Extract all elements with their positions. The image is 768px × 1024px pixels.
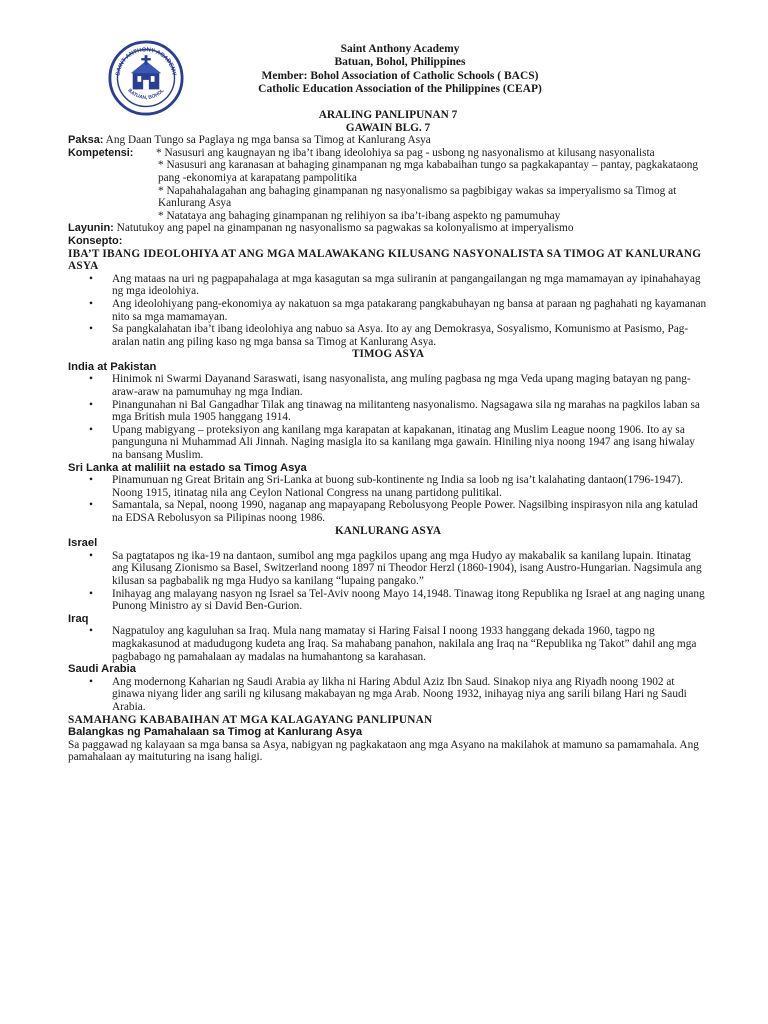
school-seal-logo — [108, 40, 184, 116]
svg-text:BATUAN, BOHOL: BATUAN, BOHOL — [126, 88, 166, 101]
kanlurang-asya-title: KANLURANG ASYA — [335, 524, 441, 537]
layunin-label: Layunin: — [68, 222, 114, 235]
srilanka-bullet-list — [68, 474, 708, 524]
list-item: • Nagpatuloy ang kaguluhan sa Iraq. Mula nang mamatay si Haring Faisal I noong 1933 hanggang dekada 1960, tagpo ng magkakasunod at madudugong kudeta ang Iraq. Sa mahabang panahon, nakilala ang Iraq na “Republika ng Takot” dahil ang mga pagbabago ng pamahalaan ay madalas na humahantong sa karahasan. — [68, 625, 708, 663]
layunin-value: Natutukoy ang papel na ginampanan ng nasyonalismo sa pagwakas sa kolonyalismo at imperyalismo — [113, 222, 574, 235]
kompetensi-label: Kompetensi: — [68, 146, 134, 159]
iraq-heading: Iraq — [68, 612, 89, 625]
paksa-label: Paksa: — [68, 134, 104, 147]
list-item: • Ang mataas na uri ng pagpapahalaga at mga kasagutan sa mga suliranin at pangangailangan ng mga mamamayan ay ipinahahayag ng mga ideolohiya. — [68, 273, 708, 298]
list-item: • Sa pagtatapos ng ika-19 na dantaon, sumibol ang mga pagkilos upang ang mga Hudyo ay makabalik sa kanilang lupain. Itinatag ang Kilusang Zionismo sa Basel, Switzerland noong 1897 ni Theodor Herzl (1860-1904), isang Austro-Hungarian. Nagsimula ang kilusan sa pagbabalik ng mga Hudyo sa kanilang “lupaing pangako.” — [68, 550, 708, 588]
subject-title: ARALING PANLIPUNAN 7 — [318, 109, 458, 121]
konsepto-label: Konsepto: — [68, 234, 123, 247]
membership-line: Member: Bohol Association of Catholic Schools ( BACS) — [261, 69, 539, 82]
svg-text:SAINT ANTHONY ACADEMY: SAINT ANTHONY ACADEMY — [115, 47, 177, 77]
kompetensi-item: * Natataya ang bahaging ginampanan ng relihiyon sa iba’t-ibang aspekto ng pamumuhay — [158, 209, 561, 222]
saudi-heading: Saudi Arabia — [68, 663, 136, 676]
list-item: • Samantala, sa Nepal, noong 1990, naganap ang mapayapang Rebolusyong People Power. Nagsilbing inspirasyon nila ang katulad na EDSA Rebolusyon sa Pilipinas noong 1986. — [68, 499, 708, 524]
activity-title: GAWAIN BLG. 7 — [345, 121, 431, 134]
list-item: • Hinimok ni Swarmi Dayanand Saraswati, isang nasyonalista, ang muling pagbasa ng mga Veda upang maging batayan ng pang-araw-araw na pamumuhay ng mga Indian. — [68, 373, 708, 398]
kompetensi-item: * Napahahalagahan ang bahaging ginampanan ng nasyonalismo sa pagbibigay wakas sa imperyalismo sa Timog at Kanlurang Asya — [158, 184, 677, 210]
ideolohiya-bullet-list — [68, 273, 708, 349]
layunin-line — [68, 222, 708, 235]
document-body — [68, 109, 708, 764]
school-name: Saint Anthony Academy — [340, 43, 460, 55]
list-item: • Ang ideolohiyang pang-ekonomiya ay nakatuon sa mga patakarang pangkabuhayan ng bansa at paraan ng paghahati ng kayamanan nito sa mga mamamayan. — [68, 298, 708, 323]
balangkas-heading: Balangkas ng Pamahalaan sa Timog at Kanlurang Asya — [68, 726, 363, 739]
srilanka-heading: Sri Lanka at maliliit na estado sa Timog Asya — [68, 461, 307, 474]
association-line: Catholic Education Association of the Philippines (CEAP) — [258, 83, 542, 96]
final-paragraph: Sa paggawad ng kalayaan sa mga bansa sa Asya, nabigyan ng pagkakataon ang mga Asyano na makilahok at mamuno sa pamamahala. Ang pamahalaan ay maituturing na isang haligi. — [68, 738, 699, 764]
section-ideolohiya-heading: IBA’T IBANG IDEOLOHIYA AT ANG MGA MALAWAKANG KILUSANG NASYONALISTA SA TIMOG AT KANLURANG ASYA — [68, 247, 702, 273]
saudi-bullet-list — [68, 676, 708, 714]
list-item: • Sa pangkalahatan iba’t ibang ideolohiya ang nabuo sa Asya. Ito ay ang Demokrasya, Sosyalismo, Komunismo at Pasismo, Pag-aralan natin ang piling kaso ng mga bansa sa Timog at Kanlurang Asya. — [68, 323, 708, 348]
list-item: • Pinangunahan ni Bal Gangadhar Tilak ang tinawag na militanteng nasyonalismo. Nagsagawa sila ng marahas na pagkilos laban sa mga British mula 1905 hanggang 1914. — [68, 399, 708, 424]
school-address: Batuan, Bohol, Philippines — [334, 56, 466, 69]
india-pakistan-heading: India at Pakistan — [68, 360, 157, 373]
kompetensi-item: * Nasusuri ang karanasan at bahaging ginampanan ng mga kababaihan tungo sa pagkakapantay – pantay, pagkakataong pang -ekonomiya at karapatang pampolitika — [158, 159, 699, 184]
israel-heading: Israel — [68, 537, 98, 550]
paksa-value: Ang Daan Tungo sa Paglaya ng mga bansa sa Timog at Kanlurang Asya — [103, 134, 431, 147]
list-item: • Ang modernong Kaharian ng Saudi Arabia ay likha ni Haring Abdul Aziz Ibn Saud. Sinakop niya ang Riyadh noong 1902 at ginawa niyang lider ang sarili ng kilusang makabayan ng mga Arab. Noong 1932, inihayag niya ang sarili bilang Hari ng Saudi Arabia. — [68, 676, 708, 714]
list-item: • Inihayag ang malayang nasyon ng Israel sa Tel-Aviv noong Mayo 14,1948. Tinawag itong Republika ng Israel at ang naging unang Punong Ministro ay si David Ben-Gurion. — [68, 588, 708, 613]
list-item: • Pinamunuan ng Great Britain ang Sri-Lanka at buong sub-kontinente ng India sa loob ng isa’t kalahating dantaon(1796-1947). Noong 1915, itinatag nila ang Ceylon National Congress na unang partidong pulitikal. — [68, 474, 708, 499]
kompetensi-block — [68, 147, 708, 223]
india-bullet-list — [68, 373, 708, 461]
section-kababaihan-heading: SAMAHANG KABABAIHAN AT MGA KALAGAYANG PANLIPUNAN — [68, 713, 433, 726]
list-item: • Upang mabigyang – proteksiyon ang kanilang mga karapatan at kapakanan, itinatag ang Muslim League noong 1906. Ito ay sa pangunguna ni Muhammad Ali Jinnah. Naging masigla ito sa kanilang mga gawain. Hiniling niya noong 1947 ang isang hiwalay na bansang Muslim. — [68, 424, 708, 462]
timog-asya-title: TIMOG ASYA — [351, 348, 425, 361]
iraq-bullet-list — [68, 625, 708, 663]
document-header — [200, 43, 600, 97]
paksa-line — [68, 134, 708, 147]
israel-bullet-list — [68, 550, 708, 613]
kompetensi-item: * Nasusuri ang kaugnayan ng iba’t ibang ideolohiya sa pag - usbong ng nasyonalismo at kilusang nasyonalista — [156, 146, 655, 159]
kompetensi-list — [158, 147, 708, 223]
